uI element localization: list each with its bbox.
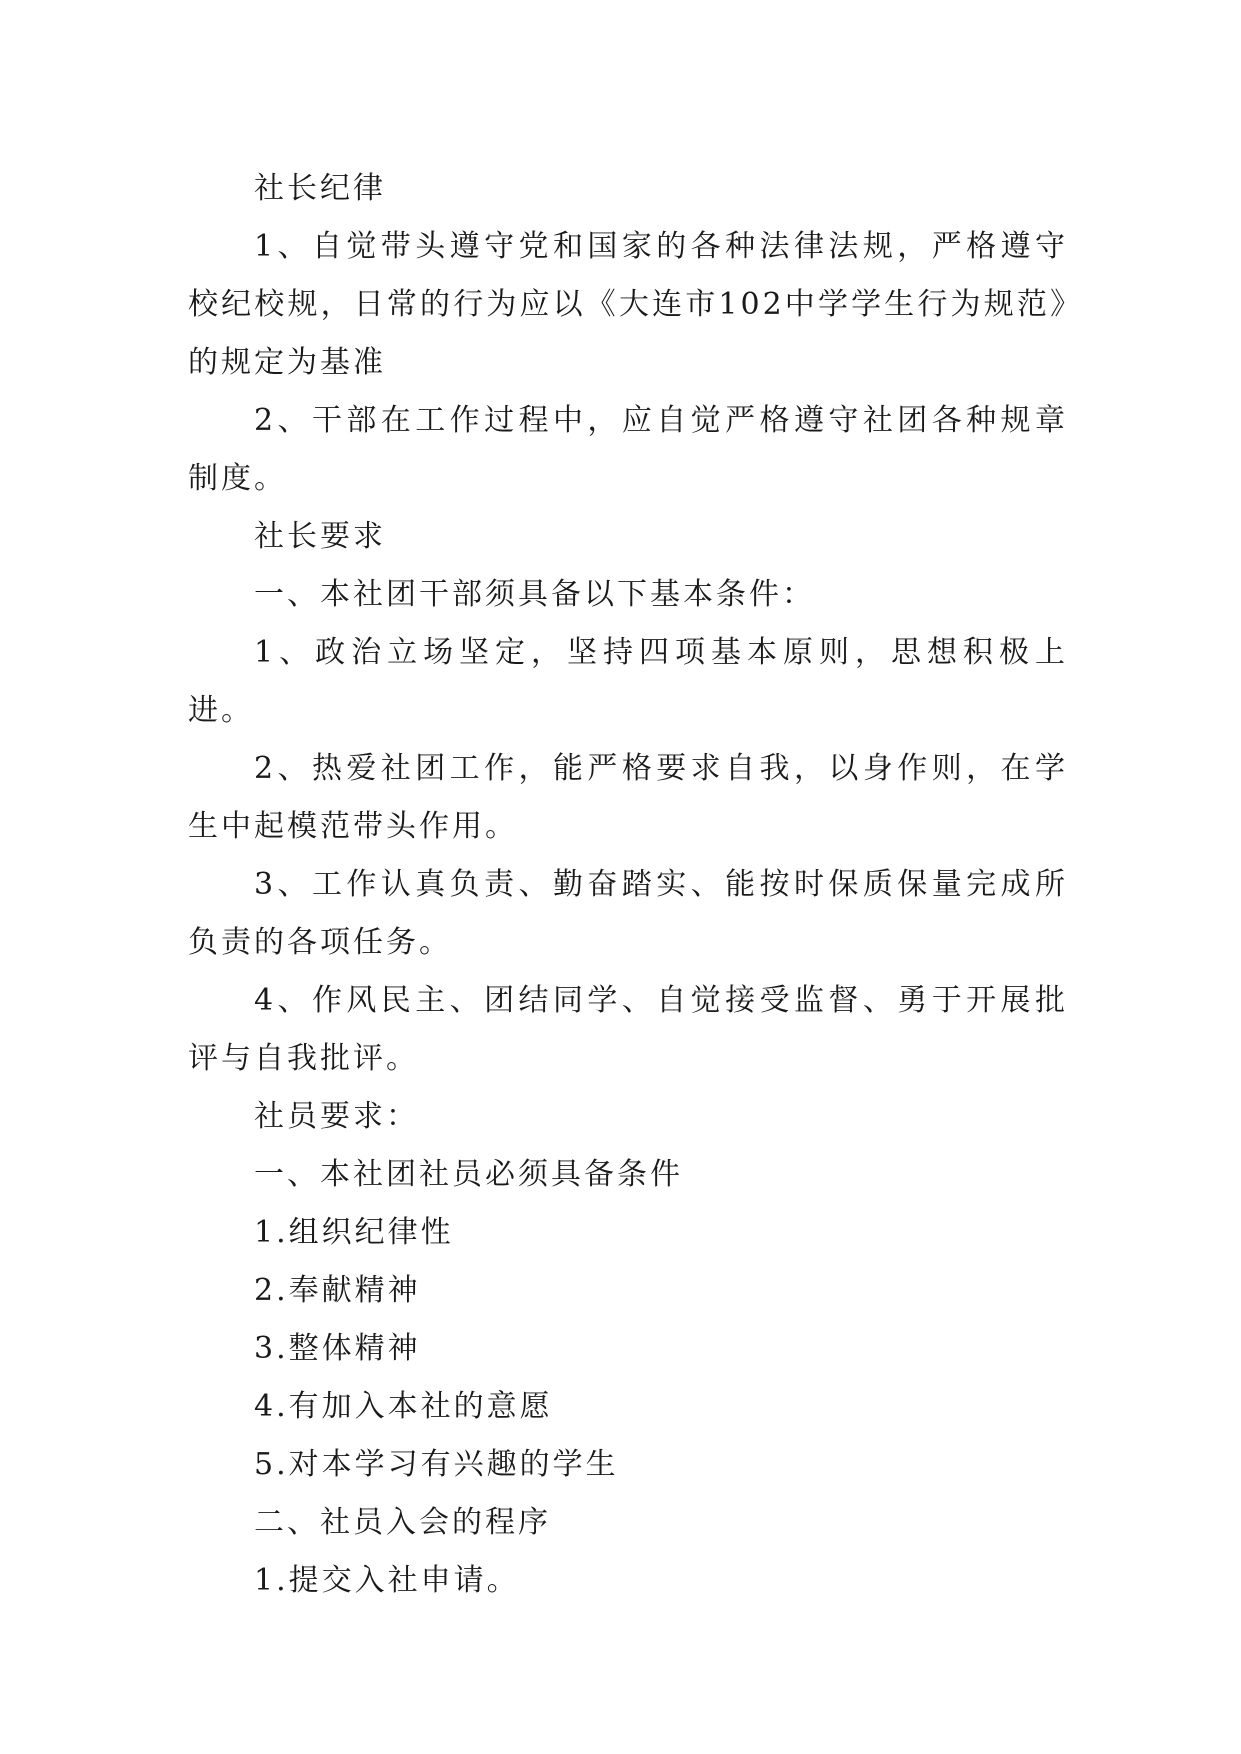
section-heading-president-discipline: 社长纪律 (254, 171, 386, 206)
paragraph-cadre-condition-1: 1、政治立场坚定，坚持四项基本原则，思想积极上进。 (188, 635, 1068, 728)
paragraph-cadre-condition-2: 2、热爱社团工作，能严格要求自我，以身作则，在学生中起模范带头作用。 (188, 751, 1068, 844)
section-heading-member-requirements: 社员要求： (254, 1099, 419, 1134)
list-item-member-condition-1: 1.组织纪律性 (254, 1215, 454, 1250)
paragraph-member-conditions-intro: 一、本社团社员必须具备条件 (254, 1157, 683, 1192)
list-item-member-condition-4: 4.有加入本社的意愿 (254, 1389, 553, 1424)
paragraph-cadre-condition-3: 3、工作认真负责、勤奋踏实、能按时保质保量完成所负责的各项任务。 (188, 867, 1068, 960)
paragraph-cadre-conditions-intro: 一、本社团干部须具备以下基本条件： (254, 577, 815, 612)
list-item-member-condition-5: 5.对本学习有兴趣的学生 (254, 1447, 619, 1482)
paragraph-discipline-2: 2、干部在工作过程中，应自觉严格遵守社团各种规章制度。 (188, 403, 1068, 496)
list-item-member-condition-2: 2.奉献精神 (254, 1273, 421, 1308)
list-item-member-condition-3: 3.整体精神 (254, 1331, 421, 1366)
list-item-procedure-1: 1.提交入社申请。 (254, 1563, 520, 1598)
document-body (188, 160, 1068, 1610)
section-heading-president-requirements: 社长要求 (254, 519, 386, 554)
paragraph-membership-procedure-heading: 二、社员入会的程序 (254, 1505, 551, 1540)
paragraph-cadre-condition-4: 4、作风民主、团结同学、自觉接受监督、勇于开展批评与自我批评。 (188, 983, 1068, 1076)
paragraph-discipline-1: 1、自觉带头遵守党和国家的各种法律法规，严格遵守校纪校规，日常的行为应以《大连市102中学学生行为规范》的规定为基准 (188, 229, 1068, 380)
